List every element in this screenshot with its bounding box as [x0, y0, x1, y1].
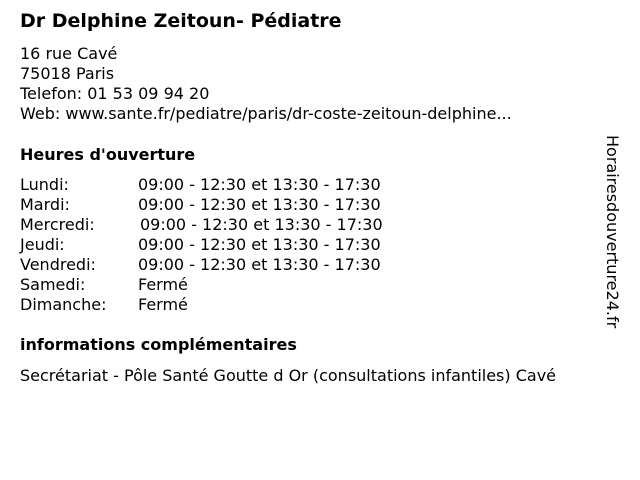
hours-time: 09:00 - 12:30 et 13:30 - 17:30 [140, 215, 383, 234]
hours-day: Samedi: [20, 275, 86, 294]
hours-day: Vendredi: [20, 255, 96, 274]
hours-time: 09:00 - 12:30 et 13:30 - 17:30 [138, 195, 381, 214]
website-link: Web: www.sante.fr/pediatre/paris/dr-coste-zeitoun-delphine... [20, 104, 512, 123]
hours-day: Mardi: [20, 195, 70, 214]
site-watermark: Horairesdouverture24.fr [603, 135, 622, 329]
hours-time: Fermé [138, 275, 188, 294]
hours-time: 09:00 - 12:30 et 13:30 - 17:30 [138, 175, 381, 194]
hours-day: Dimanche: [20, 295, 107, 314]
address-city: 75018 Paris [20, 64, 115, 83]
address-street: 16 rue Cavé [20, 44, 118, 63]
phone-number: Telefon: 01 53 09 94 20 [20, 84, 210, 103]
hours-day: Lundi: [20, 175, 69, 194]
info-text: Secrétariat - Pôle Santé Goutte d Or (consultations infantiles) Cavé [20, 366, 557, 385]
hours-day: Mercredi: [20, 215, 95, 234]
info-heading: informations complémentaires [20, 335, 297, 354]
address-block [20, 44, 512, 124]
hours-heading: Heures d'ouverture [20, 145, 196, 164]
hours-time: 09:00 - 12:30 et 13:30 - 17:30 [138, 255, 381, 274]
page-title: Dr Delphine Zeitoun- Pédiatre [20, 10, 342, 32]
hours-time: 09:00 - 12:30 et 13:30 - 17:30 [138, 235, 381, 254]
hours-time: Fermé [138, 295, 188, 314]
hours-day: Jeudi: [20, 235, 65, 254]
